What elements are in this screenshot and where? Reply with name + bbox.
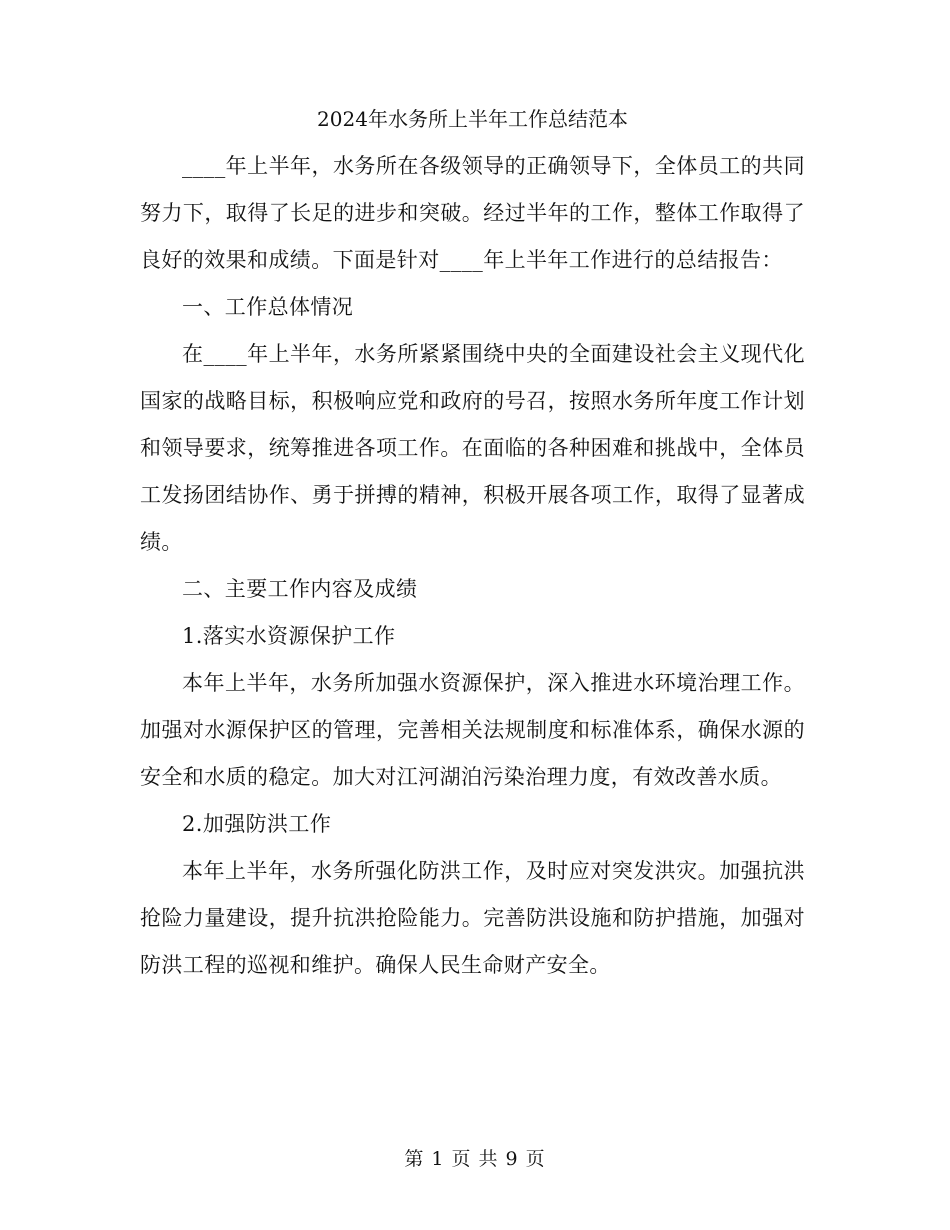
document-body — [140, 103, 805, 989]
flood-control-paragraph: 本年上半年，水务所强化防洪工作，及时应对突发洪灾。加强抗洪抢险力量建设，提升抗洪抢险能力。完善防洪设施和防护措施，加强对防洪工程的巡视和维护。确保人民生命财产安全。 — [140, 859, 805, 977]
page-number-footer: 第 1 页 共 9 页 — [404, 1148, 546, 1170]
section-heading-overview: 一、工作总体情况 — [182, 295, 354, 319]
subheading-water-protection: 1.落实水资源保护工作 — [182, 624, 396, 648]
overview-paragraph: 在____年上半年，水务所紧紧围绕中央的全面建设社会主义现代化国家的战略目标，积极响应党和政府的号召，按照水务所年度工作计划和领导要求，统筹推进各项工作。在面临的各种困难和挑战中，全体员工发扬团结协作、勇于拼搏的精神，积极开展各项工作，取得了显著成绩。 — [140, 342, 805, 554]
document-title: 2024年水务所上半年工作总结范本 — [317, 107, 628, 131]
subheading-flood-control: 2.加强防洪工作 — [182, 812, 332, 836]
section-heading-main-work: 二、主要工作内容及成绩 — [182, 577, 418, 601]
water-protection-paragraph: 本年上半年，水务所加强水资源保护，深入推进水环境治理工作。加强对水源保护区的管理，完善相关法规制度和标准体系，确保水源的安全和水质的稳定。加大对江河湖泊污染治理力度，有效改善水质。 — [140, 671, 805, 789]
intro-paragraph: ____年上半年，水务所在各级领导的正确领导下，全体员工的共同努力下，取得了长足的进步和突破。经过半年的工作，整体工作取得了良好的效果和成绩。下面是针对____年上半年工作进行的总结报告： — [140, 154, 805, 272]
